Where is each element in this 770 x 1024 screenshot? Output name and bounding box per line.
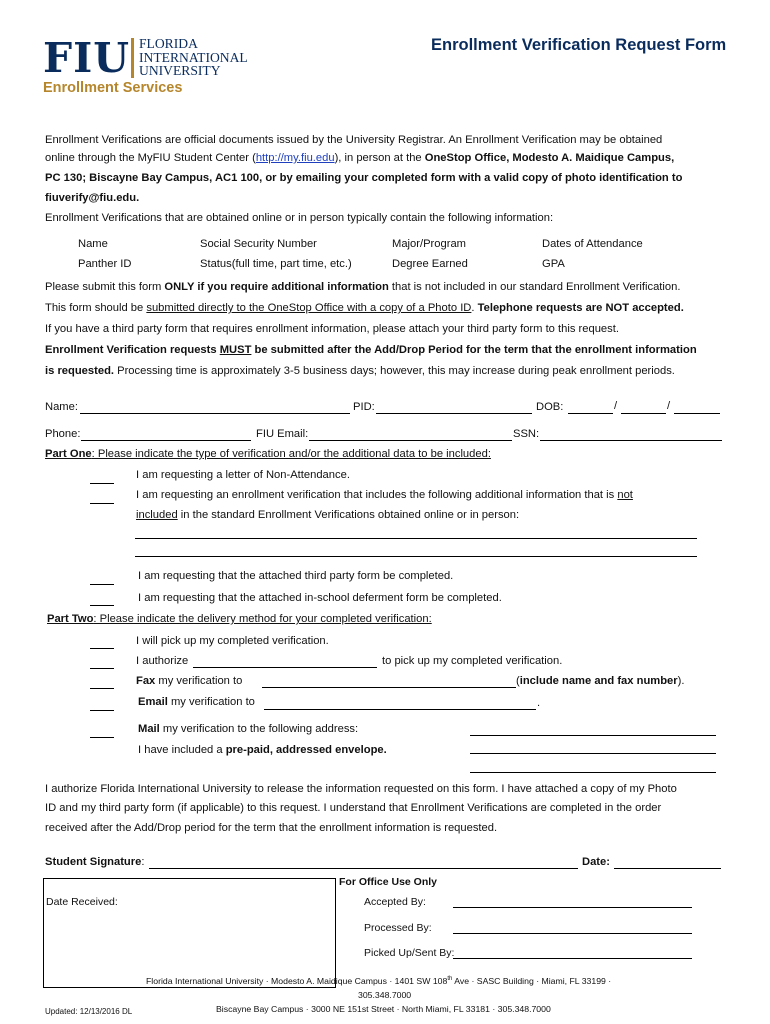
checkbox-authorize[interactable] [90,668,114,669]
address-line-2[interactable] [470,753,716,754]
footer-address-2: Biscayne Bay Campus · 3000 NE 151st Street · North Miami, FL 33181 · 305.348.7000 [216,1004,551,1014]
accepted-by-field[interactable] [453,907,692,908]
date-received-label: Date Received: [46,896,118,908]
email-delivery-field[interactable] [264,709,536,710]
info-item: GPA [542,258,565,270]
email-field[interactable] [309,440,512,441]
info-item: Dates of Attendance [542,238,643,250]
part-two-title: Part Two: Please indicate the delivery method for your completed verification: [47,613,432,625]
picked-up-field[interactable] [453,958,692,959]
authorized-person-field[interactable] [193,667,377,668]
dob-day-field[interactable] [621,413,666,414]
info-item: Status(full time, part time, etc.) [200,258,352,270]
note-2: This form should be submitted directly to the OneStop Office with a copy of a Photo ID. Telephone requests are NOT accepted. [45,302,684,314]
processed-by-label: Processed By: [364,922,432,934]
ssn-label: SSN: [513,428,540,440]
note-4: Enrollment Verification requests MUST be submitted after the Add/Drop Period for the term that the enrollment information [45,344,697,356]
name-field[interactable] [80,413,350,414]
authorization-line-3: received after the Add/Drop period for the term that the enrollment information is requested. [45,822,498,834]
intro-line-2: online through the MyFIU Student Center (http://my.fiu.edu), in person at the OneStop Office, Modesto A. Maidique Campus, [45,152,675,164]
email-label: FIU Email: [256,428,309,440]
pid-label: PID: [353,401,375,413]
additional-info-line-2[interactable] [135,556,697,557]
name-label: Name: [45,401,78,413]
checkbox-deferment[interactable] [90,605,114,606]
dob-slash: / [614,400,618,412]
signature-label: Student Signature: [45,856,145,868]
dob-label: DOB: [536,401,564,413]
signature-date-field[interactable] [614,868,721,869]
processed-by-field[interactable] [453,933,692,934]
logo-university-name: FLORIDA INTERNATIONAL UNIVERSITY [139,36,248,78]
checkbox-additional-info[interactable] [90,503,114,504]
intro-line-3: PC 130; Biscayne Bay Campus, AC1 100, or by emailing your completed form with a valid copy of photo identification to [45,172,683,184]
option-non-attendance: I am requesting a letter of Non-Attendance. [136,469,350,481]
option-pickup: I will pick up my completed verification. [136,635,329,647]
checkbox-fax[interactable] [90,688,114,689]
logo-mark: FIU [43,34,131,82]
fiu-logo [43,36,258,98]
option-additional-info-cont: included in the standard Enrollment Verifications obtained online or in person: [136,509,520,521]
dob-slash: / [667,400,671,412]
note-1: Please submit this form ONLY if you require additional information that is not included in our standard Enrollment Verification. [45,281,681,293]
footer-phone: 305.348.7000 [358,990,412,1000]
checkbox-pickup[interactable] [90,648,114,649]
logo-subtitle: Enrollment Services [43,80,183,96]
authorization-line-2: ID and my third party form (if applicable) to this request. I understand that Enrollment Verifications are completed in the order [45,802,662,814]
option-additional-info: I am requesting an enrollment verification that includes the following additional information that is not [136,489,633,501]
footer-address-1: Florida International University · Modesto A. Maidique Campus · 1401 SW 108th Ave · SASC Building · Miami, FL 33199 · [146,976,612,986]
email-period: . [537,697,541,709]
note-5: is requested. Processing time is approximately 3-5 business days; however, this may increase during peak enrollment periods. [45,365,675,377]
intro-line-5: Enrollment Verifications that are obtained online or in person typically contain the following information: [45,212,554,224]
option-fax: Fax my verification to [136,675,243,687]
info-item: Degree Earned [392,258,468,270]
checkbox-mail[interactable] [90,737,114,738]
note-3: If you have a third party form that requires enrollment information, please attach your third party form to this request. [45,323,619,335]
info-item: Social Security Number [200,238,317,250]
intro-line-1: Enrollment Verifications are official documents issued by the University Registrar. An Enrollment Verification may be obtained [45,134,663,146]
info-item: Panther ID [78,258,132,270]
option-deferment: I am requesting that the attached in-school deferment form be completed. [138,592,502,604]
fax-field[interactable] [262,687,516,688]
checkbox-third-party[interactable] [90,584,114,585]
option-authorize: I authorize [136,655,189,667]
authorization-line-1: I authorize Florida International University to release the information requested on this form. I have attached a copy of my Photo [45,783,677,795]
date-label: Date: [582,856,610,868]
part-one-title: Part One: Please indicate the type of verification and/or the additional data to be included: [45,448,491,460]
checkbox-non-attendance[interactable] [90,483,114,484]
page-title: Enrollment Verification Request Form [431,36,727,54]
ssn-field[interactable] [540,440,722,441]
office-use-title: For Office Use Only [339,876,438,888]
option-email: Email my verification to [138,696,255,708]
address-line-1[interactable] [470,735,716,736]
phone-label: Phone: [45,428,81,440]
logo-divider [131,38,134,78]
option-authorize-cont: to pick up my completed verification. [382,655,563,667]
picked-up-label: Picked Up/Sent By: [364,947,455,959]
pid-field[interactable] [376,413,532,414]
myfiu-link[interactable]: http://my.fiu.edu [255,152,335,164]
option-mail: Mail my verification to the following address: [138,723,359,735]
verify-email: fiuverify@fiu.edu. [45,192,140,204]
option-envelope: I have included a pre-paid, addressed envelope. [138,744,387,756]
dob-year-field[interactable] [674,413,720,414]
info-item: Major/Program [392,238,466,250]
address-line-3[interactable] [470,772,716,773]
signature-field[interactable] [149,868,578,869]
option-third-party: I am requesting that the attached third party form be completed. [138,570,454,582]
info-item: Name [78,238,108,250]
fax-hint: (include name and fax number). [516,675,685,687]
phone-field[interactable] [81,440,251,441]
dob-month-field[interactable] [568,413,613,414]
checkbox-email[interactable] [90,710,114,711]
updated-note: Updated: 12/13/2016 DL [45,1007,133,1016]
additional-info-line-1[interactable] [135,538,697,539]
accepted-by-label: Accepted By: [364,896,426,908]
date-received-box[interactable] [43,878,336,988]
